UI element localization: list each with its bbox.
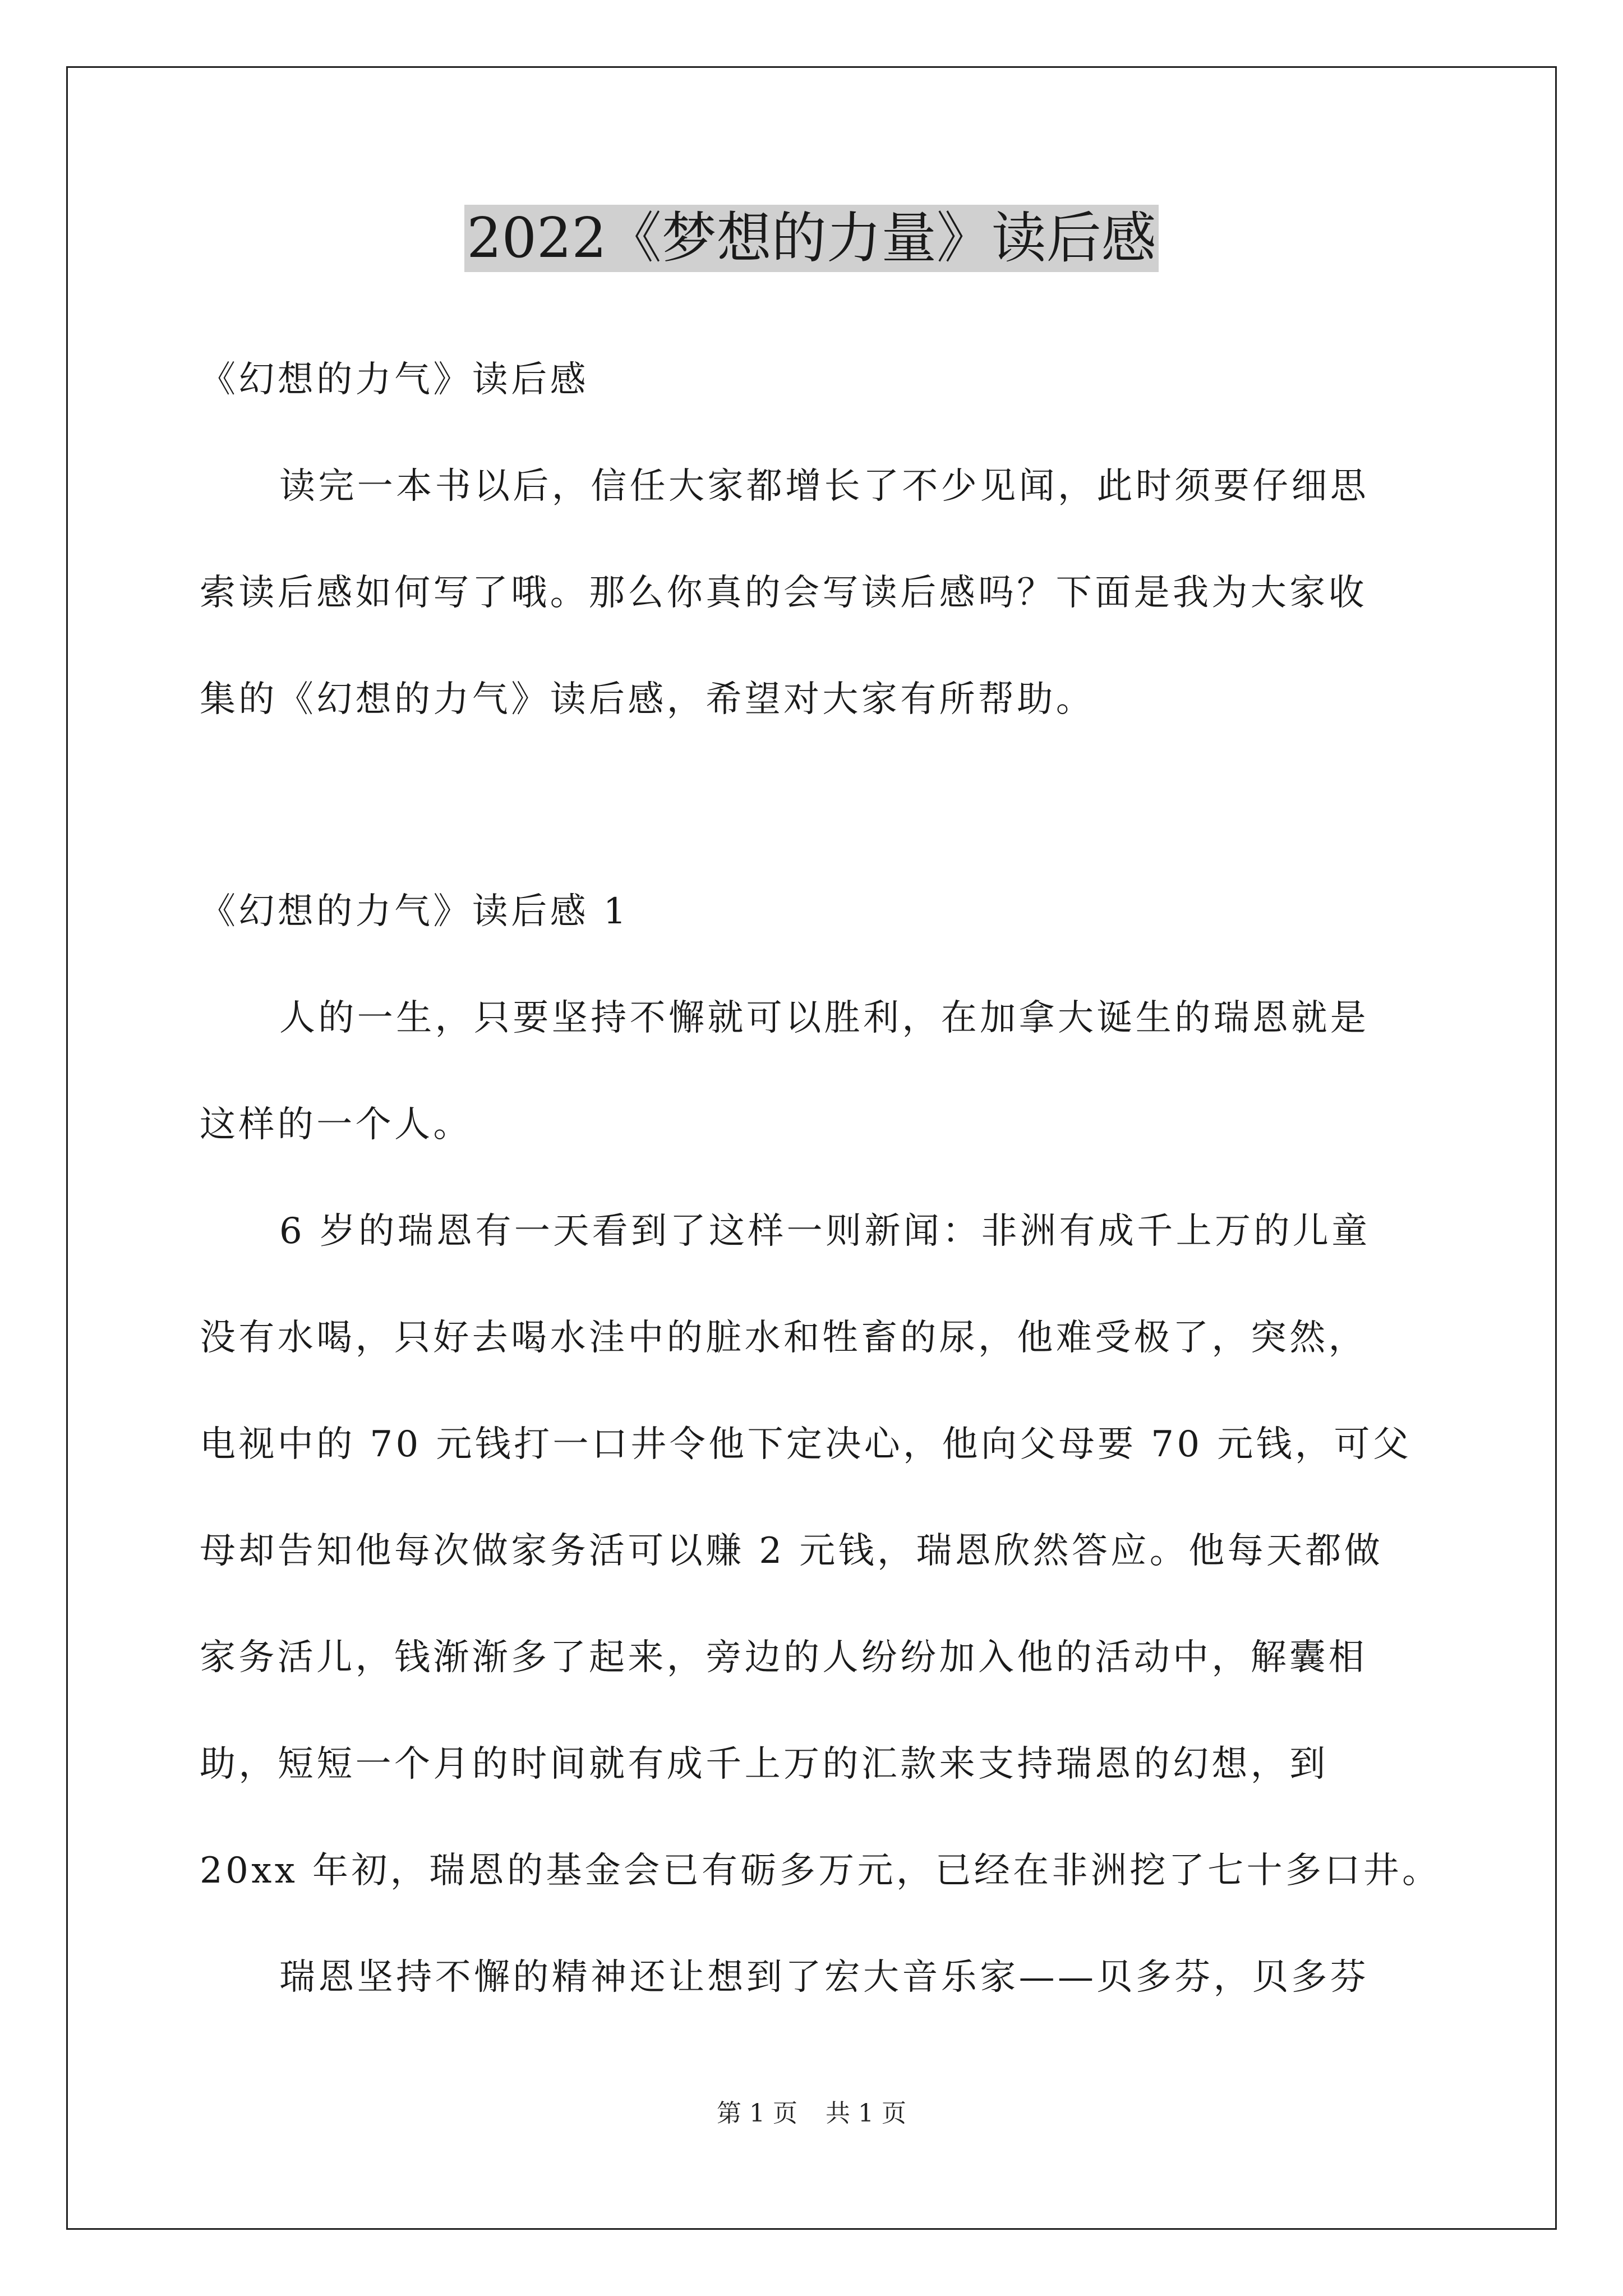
page-total: 共 1 页 <box>826 2099 906 2128</box>
body-line-10: 瑞恩坚持不懈的精神还让想到了宏大音乐家——贝多芬，贝多芬 <box>279 1957 1370 1998</box>
body-line-8: 助，短短一个月的时间就有成千上万的汇款来支持瑞恩的幻想，到 <box>200 1743 1329 1785</box>
body-line-3: 6 岁的瑞恩有一天看到了这样一则新闻：非洲有成千上万的儿童 <box>279 1211 1371 1252</box>
body-line-5: 电视中的 70 元钱打一口井令他下定决心，他向父母要 70 元钱，可父 <box>200 1424 1412 1465</box>
section-heading: 《幻想的力气》读后感 1 <box>200 891 629 932</box>
body-line-4: 没有水喝，只好去喝水洼中的脏水和牲畜的尿，他难受极了，突然， <box>200 1317 1367 1359</box>
body-line-9: 20xx 年初，瑞恩的基金会已有砺多万元，已经在非洲挖了七十多口井。 <box>200 1850 1441 1892</box>
intro-line-1: 读完一本书以后，信任大家都增长了不少见闻，此时须要仔细思 <box>279 466 1370 507</box>
document-title: 2022《梦想的力量》读后感 <box>464 205 1158 272</box>
body-line-6: 母却告知他每次做家务活可以赚 2 元钱，瑞恩欣然答应。他每天都做 <box>200 1530 1384 1572</box>
intro-line-3: 集的《幻想的力气》读后感，希望对大家有所帮助。 <box>200 679 1095 720</box>
body-line-7: 家务活儿，钱渐渐多了起来，旁边的人纷纷加入他的活动中，解囊相 <box>200 1637 1367 1678</box>
body-line-2: 这样的一个人。 <box>200 1104 472 1145</box>
body-line-1: 人的一生，只要坚持不懈就可以胜利，在加拿大诞生的瑞恩就是 <box>279 997 1370 1039</box>
intro-line-2: 索读后感如何写了哦。那么你真的会写读后感吗？下面是我为大家收 <box>200 572 1367 614</box>
page-footer <box>0 2098 1623 2129</box>
title-container <box>0 205 1623 272</box>
page-number: 第 1 页 <box>717 2099 797 2128</box>
subtitle: 《幻想的力气》读后感 <box>200 359 589 401</box>
